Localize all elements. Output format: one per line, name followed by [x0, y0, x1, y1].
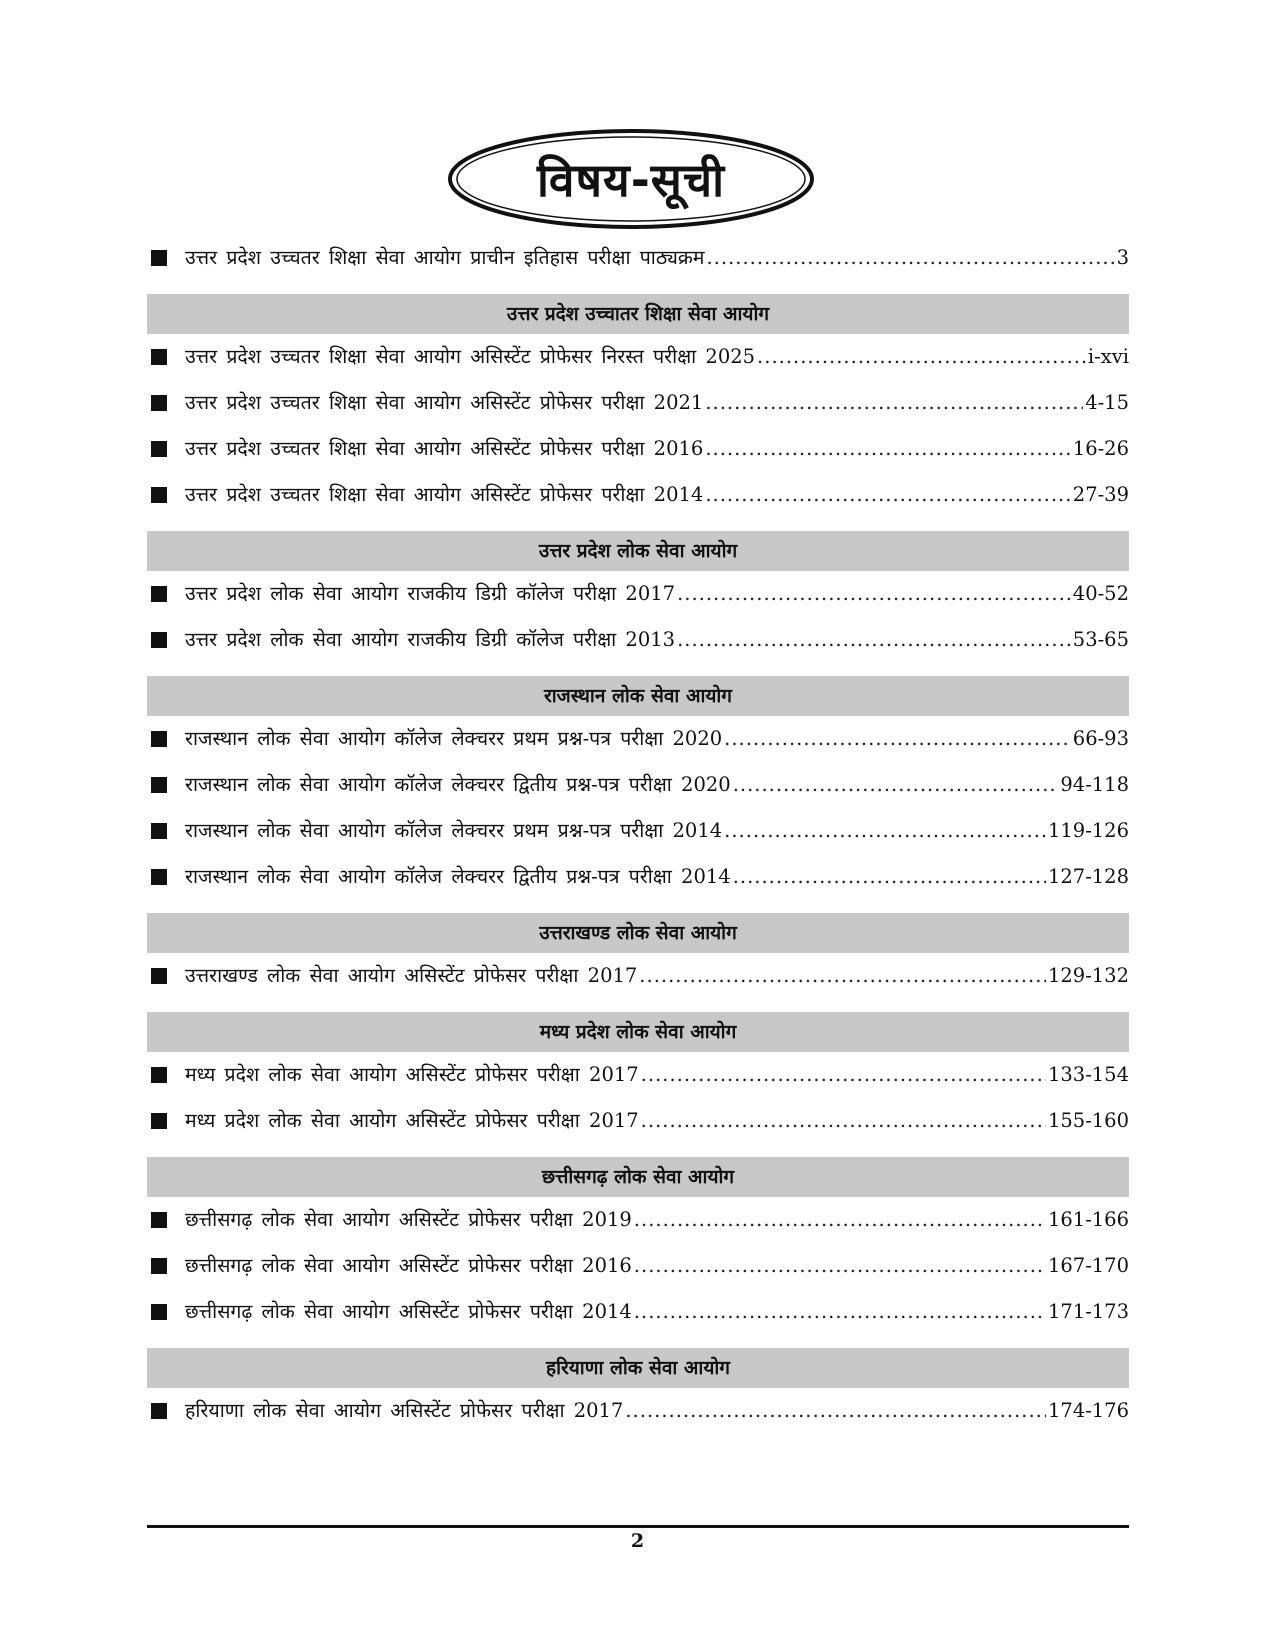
entry-title: राजस्थान लोक सेवा आयोग कॉलेज लेक्चरर प्रथम प्रश्न-पत्र परीक्षा 2014 [185, 819, 723, 842]
entry-title: मध्य प्रदेश लोक सेवा आयोग असिस्टेंट प्रोफेसर परीक्षा 2017 [185, 1063, 639, 1086]
entry-title: उत्तर प्रदेश उच्चतर शिक्षा सेवा आयोग असिस्टेंट प्रोफेसर परीक्षा 2014 [185, 483, 704, 506]
bullet-square-icon [151, 1067, 167, 1083]
section-mppsc [147, 1012, 1129, 1144]
entry-title: उत्तर प्रदेश उच्चतर शिक्षा सेवा आयोग असिस्टेंट प्रोफेसर निरस्त परीक्षा 2025 [185, 345, 756, 368]
entry-title: राजस्थान लोक सेवा आयोग कॉलेज लेक्चरर प्रथम प्रश्न-पत्र परीक्षा 2020 [185, 727, 723, 750]
toc-entry[interactable] [147, 1388, 1129, 1434]
dot-leader [757, 334, 1086, 380]
entry-page: 171-173 [1047, 1300, 1129, 1323]
dot-leader [677, 571, 1071, 617]
dot-leader [634, 1197, 1046, 1243]
dot-leader [639, 953, 1046, 999]
bullet-square-icon [151, 250, 167, 266]
section-heading: मध्य प्रदेश लोक सेवा आयोग [147, 1012, 1129, 1052]
bullet-square-icon [151, 777, 167, 793]
section-rpsc [147, 676, 1129, 900]
bullet-square-icon [151, 1212, 167, 1228]
entry-page: i-xvi [1087, 345, 1129, 368]
bullet-square-icon [151, 968, 167, 984]
toc-entry[interactable] [147, 426, 1129, 472]
bullet-square-icon [151, 1258, 167, 1274]
bullet-square-icon [151, 1113, 167, 1129]
page-number: 2 [630, 1530, 645, 1552]
entry-title: उत्तराखण्ड लोक सेवा आयोग असिस्टेंट प्रोफेसर परीक्षा 2017 [185, 964, 638, 987]
entry-title: राजस्थान लोक सेवा आयोग कॉलेज लेक्चरर द्वितीय प्रश्न-पत्र परीक्षा 2014 [185, 865, 731, 888]
toc-entry[interactable] [147, 716, 1129, 762]
entry-page: 66-93 [1072, 727, 1129, 750]
entry-page: 161-166 [1047, 1208, 1129, 1231]
entry-page: 133-154 [1047, 1063, 1129, 1086]
dot-leader [634, 1289, 1046, 1335]
bullet-square-icon [151, 1304, 167, 1320]
dot-leader [733, 854, 1046, 900]
entry-page: 167-170 [1047, 1254, 1129, 1277]
entry-page: 129-132 [1047, 964, 1129, 987]
section-heading: उत्तर प्रदेश उच्चातर शिक्षा सेवा आयोग [147, 294, 1129, 334]
entry-title: उत्तर प्रदेश उच्चतर शिक्षा सेवा आयोग असिस्टेंट प्रोफेसर परीक्षा 2016 [185, 437, 704, 460]
toc-entry[interactable] [147, 617, 1129, 663]
entry-page: 4-15 [1085, 391, 1129, 414]
toc-entry[interactable] [147, 1098, 1129, 1144]
dot-leader [724, 808, 1046, 854]
dot-leader [706, 235, 1114, 281]
toc-entry[interactable] [147, 762, 1129, 808]
entry-title: राजस्थान लोक सेवा आयोग कॉलेज लेक्चरर द्वितीय प्रश्न-पत्र परीक्षा 2020 [185, 773, 731, 796]
section-heading: हरियाणा लोक सेवा आयोग [147, 1348, 1129, 1388]
entry-page: 155-160 [1047, 1109, 1129, 1132]
toc-entry[interactable] [147, 854, 1129, 900]
entry-title: मध्य प्रदेश लोक सेवा आयोग असिस्टेंट प्रोफेसर परीक्षा 2017 [185, 1109, 639, 1132]
page-title: विषय-सूची [536, 153, 726, 207]
toc-entry[interactable] [147, 1052, 1129, 1098]
entry-page: 119-126 [1047, 819, 1129, 842]
title-oval [446, 125, 816, 233]
entry-title: हरियाणा लोक सेवा आयोग असिस्टेंट प्रोफेसर परीक्षा 2017 [185, 1399, 624, 1422]
entry-page: 174-176 [1047, 1399, 1129, 1422]
dot-leader [705, 472, 1070, 518]
footer-divider [147, 1525, 1129, 1528]
bullet-square-icon [151, 632, 167, 648]
entry-title: छत्तीसगढ़ लोक सेवा आयोग असिस्टेंट प्रोफेसर परीक्षा 2016 [185, 1254, 632, 1277]
entry-page: 16-26 [1072, 437, 1129, 460]
entry-page: 27-39 [1072, 483, 1129, 506]
entry-title: उत्तर प्रदेश लोक सेवा आयोग राजकीय डिग्री कॉलेज परीक्षा 2017 [185, 582, 676, 605]
section-cgpsc [147, 1157, 1129, 1335]
bullet-square-icon [151, 441, 167, 457]
dot-leader [677, 617, 1071, 663]
section-heading: उत्तर प्रदेश लोक सेवा आयोग [147, 531, 1129, 571]
toc-entry[interactable] [147, 1197, 1129, 1243]
entry-page: 40-52 [1072, 582, 1129, 605]
entry-page: 94-118 [1060, 773, 1129, 796]
entry-title: छत्तीसगढ़ लोक सेवा आयोग असिस्टेंट प्रोफेसर परीक्षा 2014 [185, 1300, 632, 1323]
entry-page: 127-128 [1047, 865, 1129, 888]
bullet-square-icon [151, 586, 167, 602]
bullet-square-icon [151, 869, 167, 885]
toc-entry[interactable] [147, 953, 1129, 999]
section-up-higher-education [147, 294, 1129, 518]
dot-leader [705, 380, 1083, 426]
toc-entry-intro[interactable] [147, 235, 1129, 281]
entry-page: 53-65 [1072, 628, 1129, 651]
toc-entry[interactable] [147, 380, 1129, 426]
toc-entry[interactable] [147, 472, 1129, 518]
bullet-square-icon [151, 823, 167, 839]
section-ukpsc [147, 913, 1129, 999]
toc-entry[interactable] [147, 1243, 1129, 1289]
section-uppsc [147, 531, 1129, 663]
dot-leader [724, 716, 1071, 762]
bullet-square-icon [151, 1403, 167, 1419]
dot-leader [641, 1052, 1046, 1098]
section-heading: छत्तीसगढ़ लोक सेवा आयोग [147, 1157, 1129, 1197]
toc-entry[interactable] [147, 808, 1129, 854]
bullet-square-icon [151, 731, 167, 747]
bullet-square-icon [151, 349, 167, 365]
table-of-contents [147, 235, 1129, 1436]
dot-leader [705, 426, 1070, 472]
bullet-square-icon [151, 395, 167, 411]
toc-entry[interactable] [147, 571, 1129, 617]
entry-title: उत्तर प्रदेश उच्चतर शिक्षा सेवा आयोग असिस्टेंट प्रोफेसर परीक्षा 2021 [185, 391, 704, 414]
dot-leader [625, 1388, 1046, 1434]
entry-page: 3 [1116, 246, 1129, 269]
dot-leader [641, 1098, 1046, 1144]
toc-entry[interactable] [147, 334, 1129, 380]
bullet-square-icon [151, 487, 167, 503]
section-hpsc [147, 1348, 1129, 1434]
entry-title: छत्तीसगढ़ लोक सेवा आयोग असिस्टेंट प्रोफेसर परीक्षा 2019 [185, 1208, 632, 1231]
toc-entry[interactable] [147, 1289, 1129, 1335]
entry-title: उत्तर प्रदेश उच्चतर शिक्षा सेवा आयोग प्राचीन इतिहास परीक्षा पाठ्यक्रम [185, 246, 705, 269]
dot-leader [733, 762, 1059, 808]
section-heading: राजस्थान लोक सेवा आयोग [147, 676, 1129, 716]
entry-title: उत्तर प्रदेश लोक सेवा आयोग राजकीय डिग्री कॉलेज परीक्षा 2013 [185, 628, 676, 651]
section-heading: उत्तराखण्ड लोक सेवा आयोग [147, 913, 1129, 953]
dot-leader [634, 1243, 1046, 1289]
